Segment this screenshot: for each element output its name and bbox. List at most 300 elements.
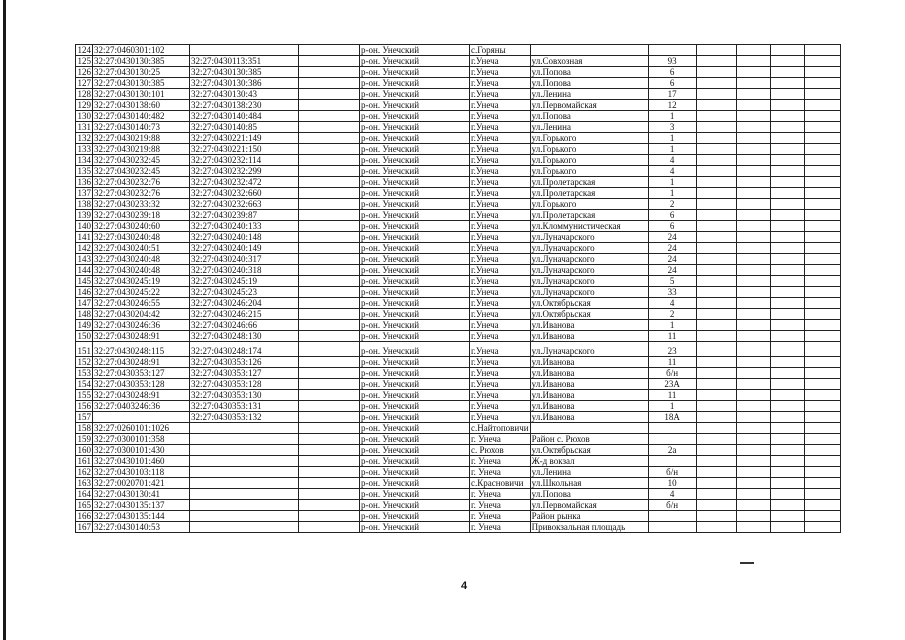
cell-house-number: 6 (648, 67, 696, 78)
cell-extra (299, 500, 360, 511)
cell-street: ул.Октябрьская (530, 309, 648, 320)
cell-house-number: 6 (648, 78, 696, 89)
cell-street: ул.Луначарского (530, 243, 648, 254)
cell-cadastral-number: 32:27:0430101:460 (93, 456, 190, 467)
cell-blank-1 (696, 320, 736, 331)
cell-district: р-он. Унечский (360, 78, 470, 89)
cell-cadastral-number: 32:27:0260101:1026 (93, 423, 190, 434)
cell-street: ул.Кломмунистическая (530, 221, 648, 232)
cell-blank-1 (696, 232, 736, 243)
cell-district: р-он. Унечский (360, 188, 470, 199)
cell-cadastral-number: 32:27:0430138:60 (93, 100, 190, 111)
cell-blank-4 (804, 445, 840, 456)
cell-row-number: 135 (77, 166, 91, 176)
cell-blank-2 (736, 412, 770, 423)
cell-settlement: г. Унеча (470, 522, 531, 533)
cell-street: ул.Горького (530, 199, 648, 210)
cell-street: ул.Иванова (530, 368, 648, 379)
cell-row-number: 125 (77, 56, 91, 66)
cell-extra (299, 478, 360, 489)
table-row (76, 221, 841, 232)
cell-house-number: 1 (648, 144, 696, 155)
cell-blank-4 (804, 210, 840, 221)
cell-blank-2 (736, 155, 770, 166)
cell-blank-1 (696, 489, 736, 500)
cell-cadastral-number: 32:27:0430246:55 (93, 298, 190, 309)
cell-row-number: 167 (77, 522, 91, 532)
cell-blank-1 (696, 342, 736, 357)
cell-blank-4 (804, 133, 840, 144)
cell-street: Привокзальная площадь (530, 522, 648, 533)
cell-row-number: 165 (77, 500, 91, 510)
cell-cadastral-number-2: 32:27:0430246:66 (190, 320, 299, 331)
cell-blank-3 (770, 199, 804, 210)
table-row (76, 56, 841, 67)
cell-street: ул.Пролетарская (530, 210, 648, 221)
cell-row-number: 158 (77, 423, 91, 433)
table-row (76, 177, 841, 188)
cell-blank-2 (736, 368, 770, 379)
cell-extra (299, 298, 360, 309)
cell-blank-4 (804, 100, 840, 111)
cell-cadastral-number-2: 32:27:0430246:204 (190, 298, 299, 309)
cell-blank-4 (804, 78, 840, 89)
cell-house-number: 3 (648, 122, 696, 133)
cell-district: р-он. Унечский (360, 478, 470, 489)
cell-settlement: г. Унеча (470, 511, 531, 522)
cell-blank-1 (696, 478, 736, 489)
cell-cadastral-number-2: 32:27:0430221:149 (190, 133, 299, 144)
cell-district: р-он. Унечский (360, 368, 470, 379)
cell-row-number: 157 (77, 412, 91, 422)
cell-row-number: 127 (77, 78, 91, 88)
cell-cadastral-number-2: 32:27:0430248:174 (190, 342, 299, 357)
cell-extra (299, 412, 360, 423)
table-row (76, 456, 841, 467)
cell-cadastral-number: 32:27:0430239:18 (93, 210, 190, 221)
cell-extra (299, 342, 360, 357)
cell-street: ул.Иванова (530, 390, 648, 401)
cell-house-number: 1 (648, 133, 696, 144)
cell-blank-4 (804, 298, 840, 309)
cell-blank-4 (804, 511, 840, 522)
table-row (76, 243, 841, 254)
cell-blank-1 (696, 500, 736, 511)
cell-blank-1 (696, 309, 736, 320)
cell-blank-3 (770, 67, 804, 78)
cell-street: ул.Октябрьская (530, 298, 648, 309)
cell-blank-2 (736, 390, 770, 401)
cell-house-number (648, 511, 696, 522)
cell-blank-1 (696, 166, 736, 177)
cell-cadastral-number: 32:27:0020701:421 (93, 478, 190, 489)
cell-blank-3 (770, 122, 804, 133)
cell-blank-4 (804, 67, 840, 78)
cell-district: р-он. Унечский (360, 298, 470, 309)
cell-district: р-он. Унечский (360, 467, 470, 478)
cell-district: р-он. Унечский (360, 434, 470, 445)
cell-blank-4 (804, 423, 840, 434)
cell-district: р-он. Унечский (360, 45, 470, 56)
table-row (76, 111, 841, 122)
cell-blank-2 (736, 45, 770, 56)
cell-house-number: 24 (648, 232, 696, 243)
cell-cadastral-number: 32:27:0430103:118 (93, 467, 190, 478)
cell-blank-3 (770, 357, 804, 368)
cell-cadastral-number-2 (190, 45, 299, 56)
cell-blank-3 (770, 265, 804, 276)
cell-cadastral-number: 32:27:0430248:91 (93, 331, 190, 342)
cell-street: Район рынка (530, 511, 648, 522)
table-row (76, 166, 841, 177)
cell-house-number: 6 (648, 210, 696, 221)
table-row (76, 210, 841, 221)
cell-blank-1 (696, 122, 736, 133)
cell-extra (299, 401, 360, 412)
table-body (76, 45, 841, 533)
cell-blank-3 (770, 412, 804, 423)
cell-cadastral-number-2 (190, 511, 299, 522)
cell-house-number (648, 45, 696, 56)
cell-district: р-он. Унечский (360, 390, 470, 401)
cell-cadastral-number: 32:27:0430130:101 (93, 89, 190, 100)
cell-district: р-он. Унечский (360, 401, 470, 412)
cell-street: Ж-д вокзал (530, 456, 648, 467)
cell-blank-2 (736, 456, 770, 467)
cell-cadastral-number-2: 32:27:0430353:132 (190, 412, 299, 423)
table-row (76, 287, 841, 298)
table-row (76, 309, 841, 320)
cell-district: р-он. Унечский (360, 243, 470, 254)
cell-cadastral-number: 32:27:0430240:51 (93, 243, 190, 254)
cell-settlement: г. Унеча (470, 500, 531, 511)
cell-blank-4 (804, 221, 840, 232)
cell-cadastral-number: 32:27:0430140:73 (93, 122, 190, 133)
cell-blank-3 (770, 478, 804, 489)
cell-blank-1 (696, 401, 736, 412)
table-row (76, 265, 841, 276)
table-row (76, 478, 841, 489)
cell-extra (299, 232, 360, 243)
cell-blank-4 (804, 111, 840, 122)
cell-row-number: 161 (77, 456, 91, 466)
cell-blank-4 (804, 456, 840, 467)
cell-blank-2 (736, 522, 770, 533)
cell-cadastral-number: 32:27:0430130:41 (93, 489, 190, 500)
cell-blank-2 (736, 232, 770, 243)
cell-blank-2 (736, 144, 770, 155)
table-row (76, 276, 841, 287)
cell-blank-1 (696, 467, 736, 478)
cell-settlement: г.Унеча (470, 368, 531, 379)
cell-cadastral-number-2: 32:27:0430232:472 (190, 177, 299, 188)
cell-extra (299, 287, 360, 298)
cell-blank-4 (804, 199, 840, 210)
cell-blank-1 (696, 177, 736, 188)
cell-cadastral-number: 32:27:0430248:115 (93, 342, 190, 357)
cell-extra (299, 467, 360, 478)
cell-row-number: 126 (77, 67, 91, 77)
cell-extra (299, 390, 360, 401)
cell-street: ул.Октябрьская (530, 445, 648, 456)
cell-blank-1 (696, 155, 736, 166)
cell-extra (299, 89, 360, 100)
cell-settlement: г.Унеча (470, 188, 531, 199)
cell-blank-2 (736, 478, 770, 489)
cell-blank-2 (736, 265, 770, 276)
table-row (76, 489, 841, 500)
cell-settlement: г.Унеча (470, 412, 531, 423)
table-row (76, 331, 841, 342)
cell-row-number: 144 (77, 265, 91, 275)
cell-house-number: б/н (648, 500, 696, 511)
cell-blank-2 (736, 67, 770, 78)
table-row (76, 133, 841, 144)
cell-street: ул.Горького (530, 166, 648, 177)
cell-blank-4 (804, 368, 840, 379)
cell-blank-4 (804, 412, 840, 423)
cell-blank-2 (736, 434, 770, 445)
cell-settlement: г.Унеча (470, 331, 531, 342)
cell-extra (299, 188, 360, 199)
cell-row-number: 163 (77, 478, 91, 488)
cell-cadastral-number: 32:27:0430246:36 (93, 320, 190, 331)
cell-blank-4 (804, 478, 840, 489)
cell-cadastral-number: 32:27:0430353:127 (93, 368, 190, 379)
cell-blank-1 (696, 522, 736, 533)
cell-district: р-он. Унечский (360, 522, 470, 533)
cell-row-number: 145 (77, 276, 91, 286)
table-row (76, 320, 841, 331)
cell-street: ул.Школьная (530, 478, 648, 489)
cell-blank-1 (696, 511, 736, 522)
cell-street: ул.Иванова (530, 357, 648, 368)
cell-row-number: 124 (77, 45, 91, 55)
cell-street: ул.Луначарского (530, 254, 648, 265)
cell-house-number: 11 (648, 357, 696, 368)
cell-blank-3 (770, 177, 804, 188)
cell-district: р-он. Унечский (360, 500, 470, 511)
cell-blank-1 (696, 456, 736, 467)
cell-blank-1 (696, 298, 736, 309)
cell-row-number: 137 (77, 188, 91, 198)
cell-row-number: 131 (77, 122, 91, 132)
cell-cadastral-number-2: 32:27:0430232:299 (190, 166, 299, 177)
cell-blank-3 (770, 456, 804, 467)
cell-extra (299, 221, 360, 232)
cell-house-number: 1 (648, 111, 696, 122)
cell-street: ул.Луначарского (530, 276, 648, 287)
cell-blank-3 (770, 100, 804, 111)
table-row (76, 298, 841, 309)
cell-district: р-он. Унечский (360, 320, 470, 331)
cell-cadastral-number-2: 32:27:0430232:660 (190, 188, 299, 199)
cell-settlement: г.Унеча (470, 199, 531, 210)
cell-settlement: г.Унеча (470, 320, 531, 331)
cell-blank-4 (804, 166, 840, 177)
cell-cadastral-number-2: 32:27:0430353:126 (190, 357, 299, 368)
cell-settlement: г.Унеча (470, 166, 531, 177)
cell-cadastral-number-2: 32:27:0430140:85 (190, 122, 299, 133)
cell-row-number: 134 (77, 155, 91, 165)
cell-settlement: г.Унеча (470, 56, 531, 67)
cell-row-number: 147 (77, 298, 91, 308)
cell-blank-1 (696, 210, 736, 221)
table-row (76, 500, 841, 511)
cell-cadastral-number: 32:27:0430130:385 (93, 78, 190, 89)
cell-extra (299, 155, 360, 166)
cell-cadastral-number: 32:27:0430219:88 (93, 144, 190, 155)
cell-cadastral-number-2 (190, 522, 299, 533)
cell-blank-4 (804, 254, 840, 265)
cell-street: ул.Иванова (530, 331, 648, 342)
cell-cadastral-number: 32:27:0460301:102 (93, 45, 190, 56)
cell-blank-2 (736, 133, 770, 144)
cell-house-number: 11 (648, 331, 696, 342)
cell-street: Район с. Рюхов (530, 434, 648, 445)
scan-edge (3, 0, 6, 640)
cell-house-number: 93 (648, 56, 696, 67)
cell-row-number: 132 (77, 133, 91, 143)
cell-cadastral-number: 32:27:0430232:76 (93, 188, 190, 199)
cell-district: р-он. Унечский (360, 111, 470, 122)
cell-settlement: с.Красновичи (470, 478, 531, 489)
cell-blank-2 (736, 357, 770, 368)
cell-extra (299, 309, 360, 320)
cell-cadastral-number-2 (190, 478, 299, 489)
cell-street: ул.Пролетарская (530, 177, 648, 188)
cell-blank-3 (770, 423, 804, 434)
cell-row-number: 139 (77, 210, 91, 220)
cell-cadastral-number-2: 32:27:0430248:130 (190, 331, 299, 342)
cell-street: ул.Иванова (530, 401, 648, 412)
cell-district: р-он. Унечский (360, 89, 470, 100)
table-row (76, 379, 841, 390)
cell-house-number: 1 (648, 177, 696, 188)
cell-cadastral-number: 32:27:0430135:137 (93, 500, 190, 511)
cell-district: р-он. Унечский (360, 331, 470, 342)
cell-district: р-он. Унечский (360, 221, 470, 232)
cell-blank-3 (770, 434, 804, 445)
cell-settlement: г. Унеча (470, 434, 531, 445)
cell-settlement: г.Унеча (470, 357, 531, 368)
cell-blank-2 (736, 445, 770, 456)
table-row (76, 412, 841, 423)
cell-blank-2 (736, 500, 770, 511)
cell-extra (299, 320, 360, 331)
cell-row-number: 133 (77, 144, 91, 154)
cell-blank-1 (696, 100, 736, 111)
cell-extra (299, 254, 360, 265)
cell-row-number: 128 (77, 89, 91, 99)
cell-street: ул.Ленина (530, 467, 648, 478)
cell-extra (299, 144, 360, 155)
cell-district: р-он. Унечский (360, 287, 470, 298)
cell-blank-2 (736, 122, 770, 133)
cell-settlement: г.Унеча (470, 298, 531, 309)
cell-blank-4 (804, 122, 840, 133)
cell-street: ул.Луначарского (530, 232, 648, 243)
cell-cadastral-number: 32:27:0430140:482 (93, 111, 190, 122)
cell-street (530, 423, 648, 434)
cell-extra (299, 122, 360, 133)
cell-cadastral-number-2: 32:27:0430239:87 (190, 210, 299, 221)
cell-extra (299, 111, 360, 122)
cell-street: ул.Луначарского (530, 287, 648, 298)
cell-cadastral-number: 32:27:0300101:358 (93, 434, 190, 445)
cell-district: р-он. Унечский (360, 489, 470, 500)
cell-district: р-он. Унечский (360, 309, 470, 320)
table-row (76, 342, 841, 357)
cell-extra (299, 45, 360, 56)
cell-blank-2 (736, 309, 770, 320)
cell-blank-1 (696, 78, 736, 89)
cell-street: ул.Пролетарская (530, 188, 648, 199)
cell-blank-3 (770, 221, 804, 232)
cell-blank-2 (736, 298, 770, 309)
cell-blank-4 (804, 401, 840, 412)
cell-house-number: 5 (648, 276, 696, 287)
cell-blank-3 (770, 401, 804, 412)
cell-row-number: 143 (77, 254, 91, 264)
cell-district: р-он. Унечский (360, 177, 470, 188)
cell-street: ул.Луначарского (530, 342, 648, 357)
cell-house-number: 1 (648, 320, 696, 331)
cell-street: ул.Попова (530, 489, 648, 500)
cell-house-number: 4 (648, 298, 696, 309)
cell-blank-4 (804, 243, 840, 254)
cell-house-number: 11 (648, 390, 696, 401)
cell-settlement: г.Унеча (470, 379, 531, 390)
cell-cadastral-number: 32:27:0300101:430 (93, 445, 190, 456)
cell-house-number: 33 (648, 287, 696, 298)
cell-blank-1 (696, 188, 736, 199)
cell-blank-3 (770, 390, 804, 401)
table-row (76, 122, 841, 133)
cell-district: р-он. Унечский (360, 155, 470, 166)
cell-blank-1 (696, 331, 736, 342)
cell-blank-2 (736, 511, 770, 522)
cell-cadastral-number: 32:27:0430240:48 (93, 232, 190, 243)
cell-house-number: б/н (648, 467, 696, 478)
cell-house-number (648, 456, 696, 467)
cell-settlement: г.Унеча (470, 177, 531, 188)
cell-street: ул.Иванова (530, 379, 648, 390)
cell-cadastral-number: 32:27:0430240:48 (93, 265, 190, 276)
cell-house-number: 24 (648, 243, 696, 254)
cell-house-number: 12 (648, 100, 696, 111)
table-row (76, 45, 841, 56)
cell-blank-4 (804, 357, 840, 368)
cell-blank-4 (804, 45, 840, 56)
cell-extra (299, 243, 360, 254)
cell-row-number: 130 (77, 111, 91, 121)
cell-settlement: г.Унеча (470, 401, 531, 412)
cell-blank-1 (696, 45, 736, 56)
cell-cadastral-number-2: 32:27:0430245:23 (190, 287, 299, 298)
cell-extra (299, 100, 360, 111)
cell-cadastral-number-2: 32:27:0430140:484 (190, 111, 299, 122)
table-row (76, 368, 841, 379)
cell-settlement: г.Унеча (470, 232, 531, 243)
table-row (76, 67, 841, 78)
cell-house-number: 23А (648, 379, 696, 390)
cell-cadastral-number-2: 32:27:0430245:19 (190, 276, 299, 287)
cell-blank-3 (770, 342, 804, 357)
cell-blank-1 (696, 445, 736, 456)
cell-house-number: 4 (648, 166, 696, 177)
page-number: 4 (460, 580, 468, 592)
